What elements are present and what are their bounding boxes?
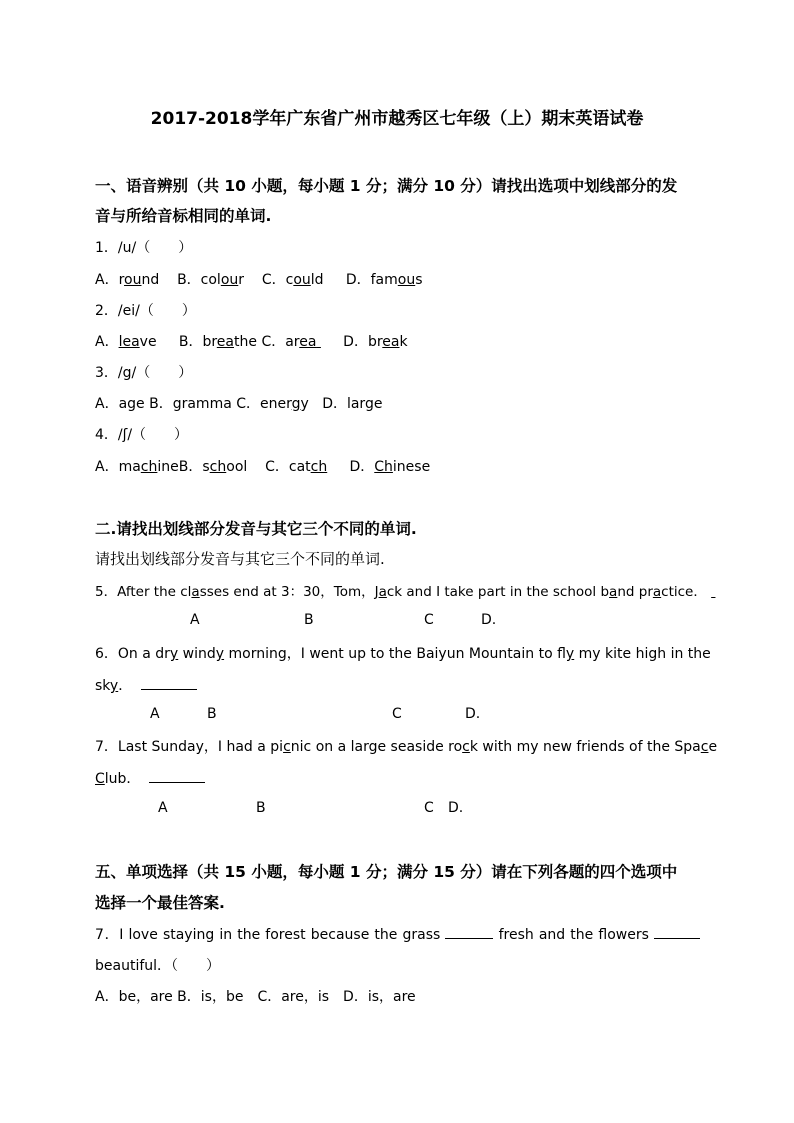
section-5-heading: 五、单项选择（共 15 小题，每小题 1 分；满分 15 分）请在下列各题的四个选项中: [95, 863, 678, 881]
section-2-subheading: 请找出划线部分发音与其它三个不同的单词.: [95, 550, 385, 568]
question-5-label-d: D.: [481, 612, 497, 628]
question-7b-text: 7．I love staying in the forest because the grass fresh and the flowers: [95, 924, 700, 944]
question-7-label-b: B: [256, 800, 266, 816]
question-5-label-a: A: [190, 612, 200, 628]
question-7-label-a: A: [158, 800, 168, 816]
question-7-text-cont: Club．: [95, 768, 205, 788]
question-7-label-c: C: [424, 800, 434, 816]
answer-blank[interactable]: [654, 926, 700, 939]
section-1-heading: 一、语音辨别（共 10 小题，每小题 1 分；满分 10 分）请找出选项中划线部分的发: [95, 177, 678, 195]
section-2-heading: 二.请找出划线部分发音与其它三个不同的单词.: [95, 520, 417, 538]
question-5-text: 5．After the classes end at 3：30，Tom，Jack and I take part in the school band practice．: [95, 584, 707, 600]
question-6-text-cont: sky．: [95, 675, 197, 695]
question-3-stem: 3．/g/（ ）: [95, 365, 193, 381]
question-7-label-d: D.: [448, 800, 464, 816]
answer-blank[interactable]: [149, 770, 205, 783]
question-3-options: A．age B．gramma C．energy D．large: [95, 396, 383, 412]
page-title: 2017-2018学年广东省广州市越秀区七年级（上）期末英语试卷: [150, 109, 644, 129]
question-6-label-c: C: [392, 706, 402, 722]
question-4-options: A．machineB．school C．catch D．Chinese: [95, 459, 431, 475]
answer-blank[interactable]: [445, 926, 493, 939]
question-2-options: A．leave B．breathe C．area D．break: [95, 334, 408, 350]
question-4-stem: 4．/ʃ/（ ）: [95, 427, 189, 443]
question-6-text: 6．On a dry windy morning，I went up to the Baiyun Mountain to fly my kite high in the: [95, 646, 711, 662]
question-7b-options: A．be，are B．is，be C．are，is D．is，are: [95, 989, 416, 1005]
answer-blank[interactable]: [141, 677, 197, 690]
question-2-stem: 2．/ei/（ ）: [95, 303, 196, 319]
question-1-stem: 1．/u/（ ）: [95, 240, 193, 256]
question-7b-text-cont: beautiful．（ ）: [95, 958, 221, 974]
question-5-label-b: B: [304, 612, 314, 628]
question-6-label-d: D.: [465, 706, 481, 722]
question-1-options: A．round B．colour C．could D．famous: [95, 272, 423, 288]
section-1-heading-cont: 音与所给音标相同的单词.: [95, 207, 272, 225]
question-6-label-a: A: [150, 706, 160, 722]
question-7-text: 7．Last Sunday，I had a picnic on a large seaside rock with my new friends of the Space: [95, 739, 718, 755]
section-5-heading-cont: 选择一个最佳答案.: [95, 894, 225, 912]
question-6-label-b: B: [207, 706, 217, 722]
question-5-label-c: C: [424, 612, 434, 628]
